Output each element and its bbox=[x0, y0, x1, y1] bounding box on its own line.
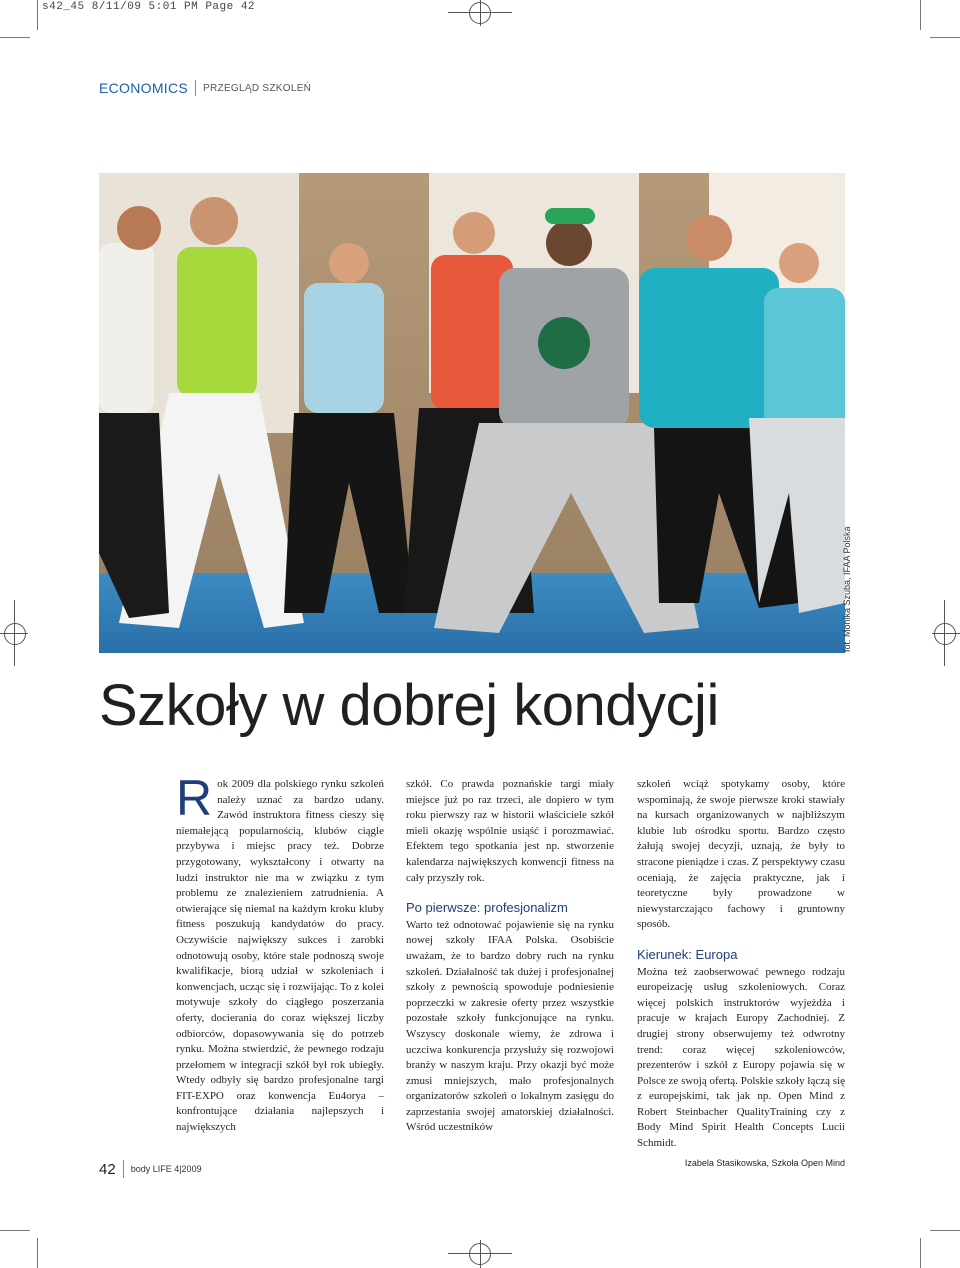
article-column-1 bbox=[176, 770, 384, 1136]
registration-mark bbox=[4, 623, 26, 645]
article-paragraph: Można też zaobserwować pewnego rodzaju europeizację usług szkoleniowych. Coraz więcej polskich instruktorów wyjeżdża i pracuje w krajach Europy Zachodniej. Z drugiej strony obserwujemy też odwrotny trend: coraz więcej szkoleniowców, prezenterów i szkół z Europy pojawia się w Polsce ze swoją ofertą. Polskie szkoły łączą się z europejskimi, tak jak np. Open Mind z Robert Steinbacher QualityTraining czy z Body Mind Spirit Health Concepts Lucii Schmidt. bbox=[637, 965, 845, 1150]
crop-mark bbox=[37, 1238, 38, 1268]
crop-mark bbox=[920, 0, 921, 30]
article-headline: Szkoły w dobrej kondycji bbox=[99, 673, 719, 738]
registration-mark bbox=[14, 600, 15, 666]
page-footer bbox=[99, 1160, 202, 1178]
author-signature: Izabela Stasikowska, Szkoła Open Mind bbox=[684, 1157, 845, 1168]
drop-cap: R bbox=[176, 770, 213, 826]
section-divider bbox=[195, 80, 196, 96]
magazine-issue: body LIFE 4|2009 bbox=[130, 1164, 202, 1174]
article-column-3 bbox=[637, 777, 845, 1171]
crop-mark bbox=[0, 37, 30, 38]
hero-photo bbox=[99, 173, 845, 653]
section-subheading: Po pierwsze: profesjonalizm bbox=[406, 900, 568, 916]
registration-mark bbox=[944, 600, 945, 666]
subsection-name: PRZEGLĄD SZKOLEŃ bbox=[203, 82, 312, 94]
section-subheading: Kierunek: Europa bbox=[637, 946, 738, 962]
footer-divider bbox=[123, 1160, 124, 1178]
article-paragraph: Warto też odnotować pojawienie się na rynku nowej szkoły IFAA Polska. Osobiście uważam, że to bardzo dobry ruch na rynku szkoleń. Działalność tak dużej i profesjonalnej szkoły z pewnością spowoduje podniesienie poprzeczki w zakresie oferty przez wszystkie pozostałe szkoły funkcjonujące na rynku. Wszyscy doskonale wiemy, że zdrowa i uczciwa konkurencja przysłuży się rozwojowi branży w naszym kraju. Przy okazji być może zmusi mniejszych, mało profesjonalnych organizatorów szkoleń o lokalnym zasięgu do zaprzestania swojej amatorskiej działalności. Wśród uczestników bbox=[406, 918, 614, 1134]
article-column-2 bbox=[406, 777, 614, 1136]
section-name: ECONOMICS bbox=[99, 80, 189, 96]
registration-mark bbox=[932, 633, 960, 634]
slug-line: s42_45 8/11/09 5:01 PM Page 42 bbox=[42, 1, 256, 13]
photo-credit: fot. Monika Szuba, IFAA Polska bbox=[842, 526, 852, 652]
section-header bbox=[99, 80, 311, 96]
registration-mark bbox=[480, 1240, 481, 1268]
crop-mark bbox=[0, 1230, 30, 1231]
article-paragraph: szkół. Co prawda poznańskie targi miały miejsce już po raz trzeci, ale dopiero w tym roku pierwszy raz w historii właściciele szkół mieli okazję wspólnie usiąść i porozmawiać. Efektem tego spotkania jest np. stworzenie kalendarza największych konwencji fitness na cały przyszły rok. bbox=[406, 778, 614, 884]
page-number: 42 bbox=[99, 1160, 116, 1178]
article-paragraph: ok 2009 dla polskiego rynku szkoleń należy uznać za bardzo udany. Zawód instruktora fitness cieszy się niemałejącą popularnością, klubów ciągle przybywa i miejsc pracy też. Dobrze przygotowany, wykształcony i otwarty na ludzi instruktor nie ma w związku z tym problemu ze znalezieniem zatrudnienia. A otwierające się niemal na każdym kroku kluby fitness poszukują kandydatów do pracy. Oczywiście największy sukces i zarobki odnotowują osoby, które stale podnoszą swoje kwalifikacje, biorą udział w szkoleniach i konwencjach, ucząc się i rozwijając. To z kolei motywuje szkoły do ciągłego poszerzania oferty, docierania do coraz większej liczby odbiorców, dopasowywania się do potrzeb rynku. Można stwierdzić, że pewnego rodzaju przełomem w integracji szkół był rok ubiegły. Wtedy odbyły się bardzo profesjonalne targi FIT-EXPO oraz konwencja Eu4orya – konfrontujące działania najlepszych i największych bbox=[176, 778, 384, 1134]
article-paragraph: szkoleń wciąż spotykamy osoby, które wspominają, że swoje pierwsze kroki stawiały na kursach organizowanych w najbliższym klubie lub ośrodku sportu. Bardzo często żałują swojej decyzji, uznają, że były to stracone pieniądze i czas. Z perspektywy czasu oceniają, że zajęcia praktyczne, jak i teoretyczne były prowadzone w niewystarczająco fachowy i gruntowny sposób. bbox=[637, 778, 845, 931]
registration-mark bbox=[934, 623, 956, 645]
crop-mark bbox=[37, 0, 38, 30]
crop-mark bbox=[930, 37, 960, 38]
crop-mark bbox=[930, 1230, 960, 1231]
crop-mark bbox=[920, 1238, 921, 1268]
registration-mark bbox=[480, 0, 481, 26]
